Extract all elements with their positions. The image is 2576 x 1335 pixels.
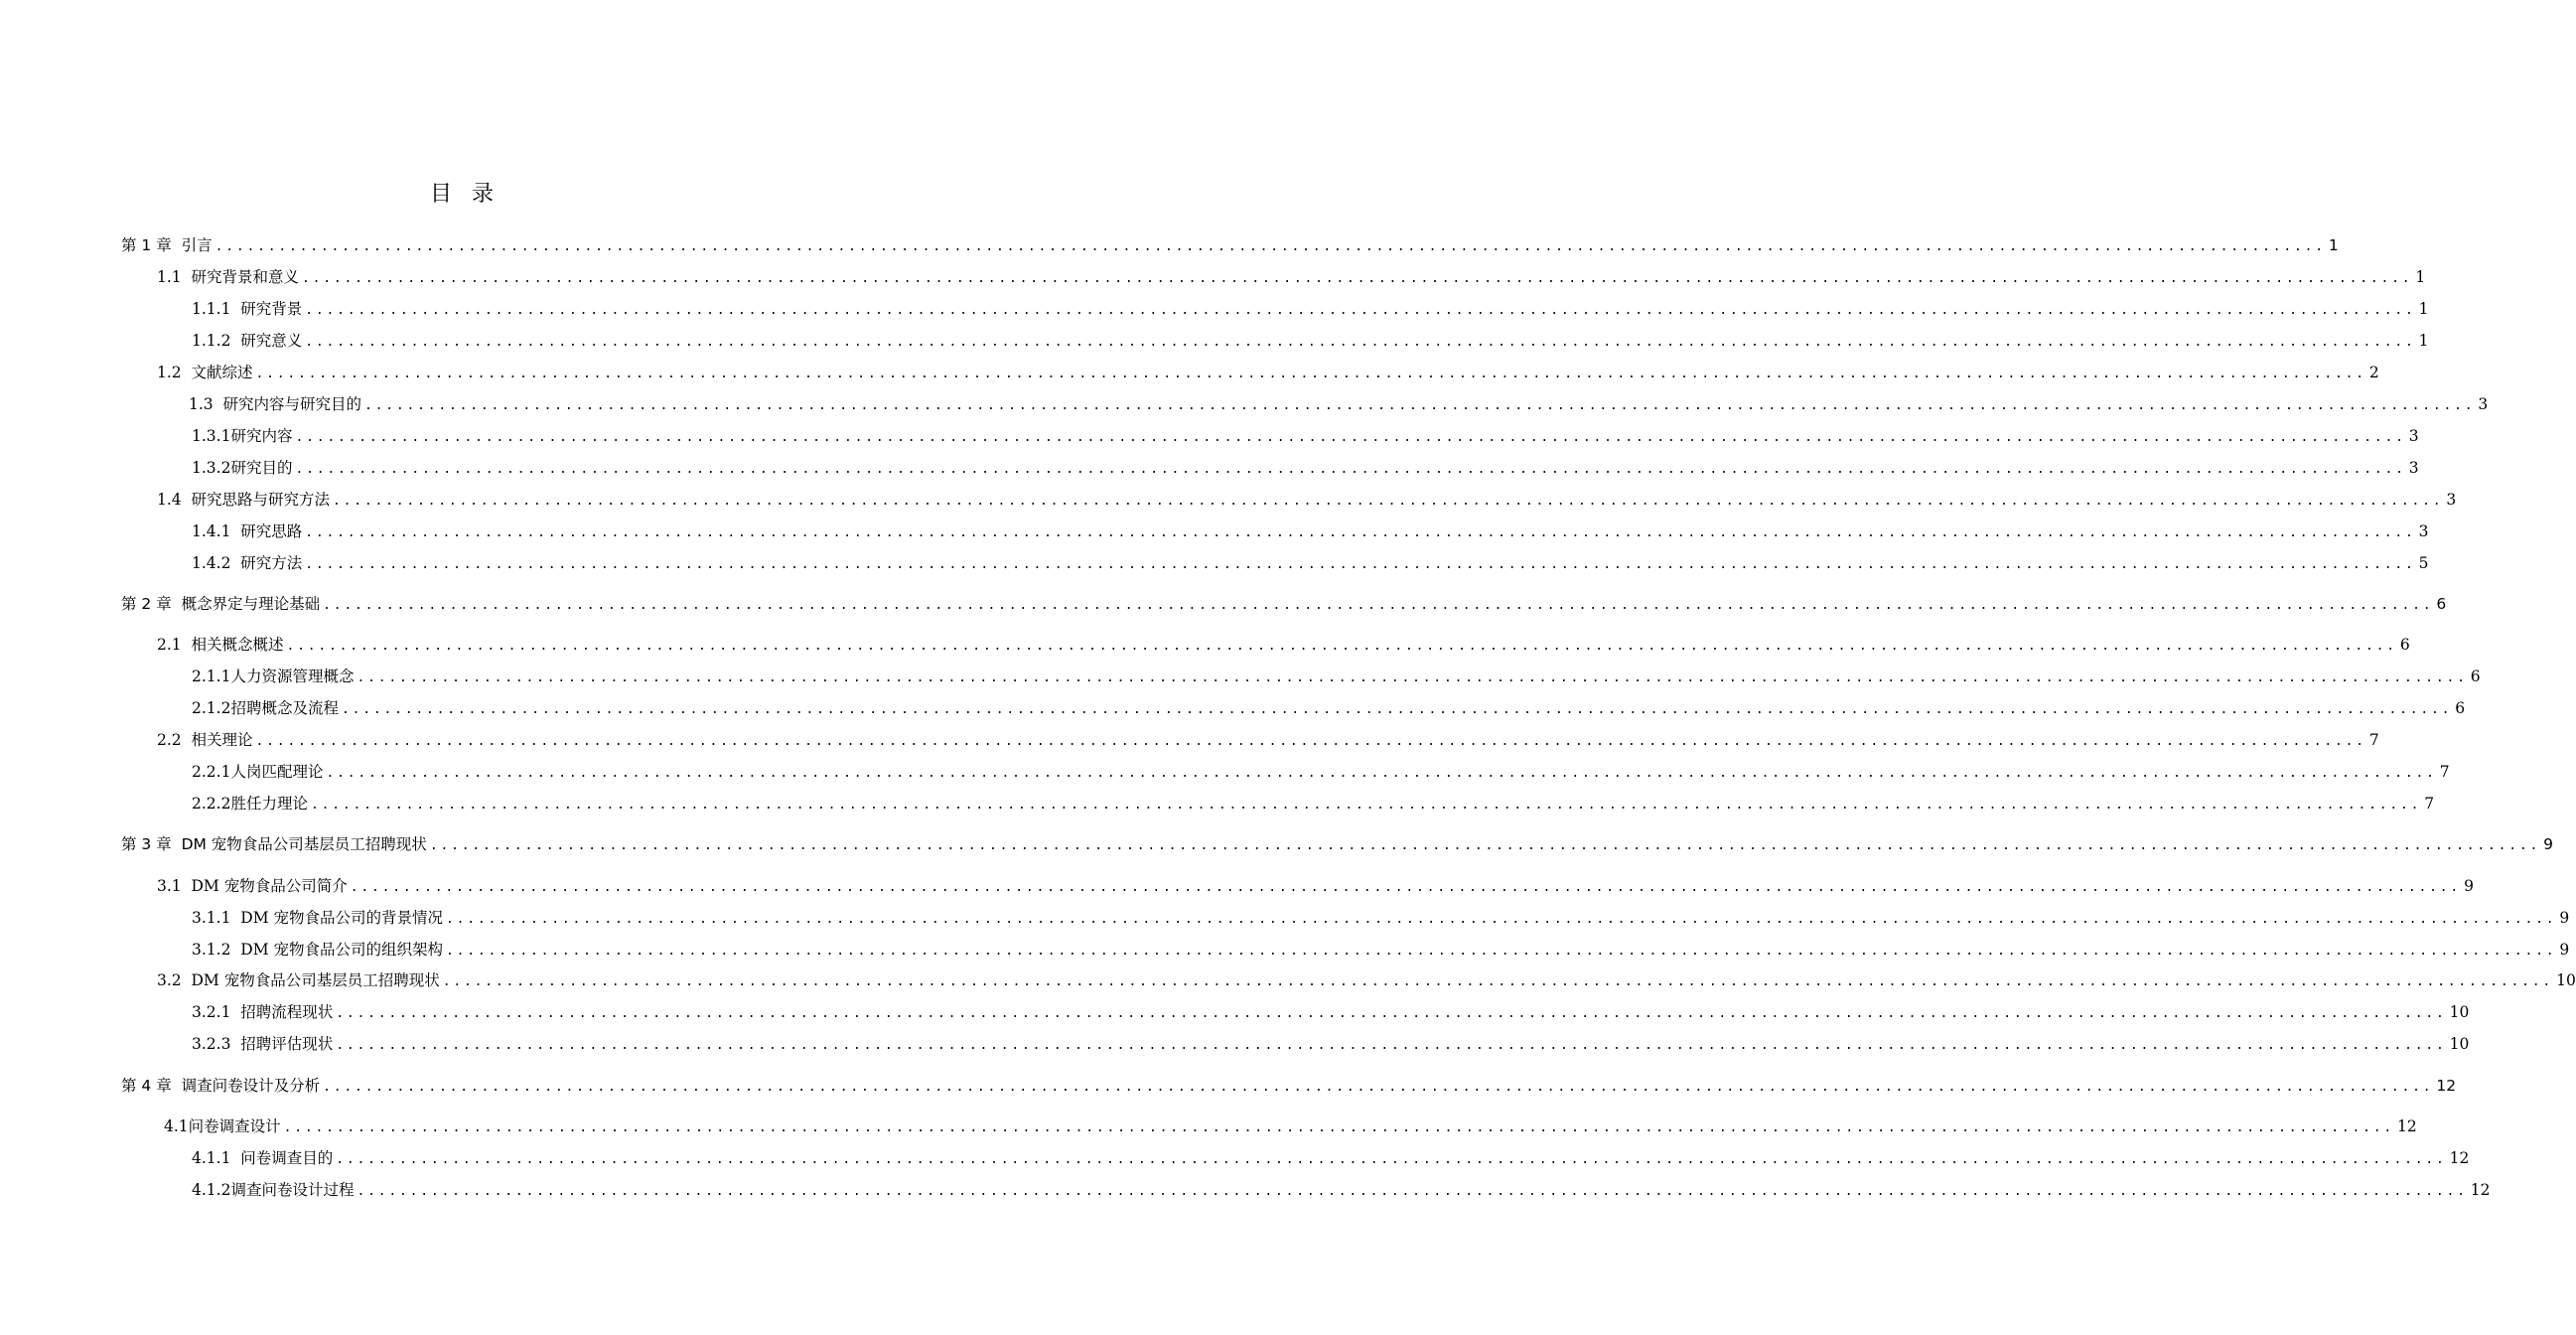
toc-page-number: 3 [2408, 459, 2419, 477]
toc-entry-label: 第 3 章 DM 宠物食品公司基层员工招聘现状 [121, 835, 427, 853]
dot-leader: ........................................................................................................................................................................................................ [333, 494, 2444, 509]
dot-leader: ........................................................................................................................................................................................................ [357, 1184, 2468, 1199]
toc-entry-label: 4.1.2调查问卷设计过程 [192, 1181, 355, 1199]
toc-page-number: 12 [2397, 1117, 2417, 1135]
dot-leader: ........................................................................................................................................................................................................ [336, 1152, 2447, 1167]
toc-page-number: 10 [2449, 1003, 2470, 1021]
toc-entry-label: 4.1问卷调查设计 [164, 1117, 281, 1135]
dot-leader: ........................................................................................................................................................................................................ [295, 430, 2406, 445]
toc-entry-label: 2.2.2胜任力理论 [192, 795, 308, 813]
toc-entry[interactable] [192, 1032, 2470, 1056]
toc-entry[interactable] [157, 874, 2474, 898]
toc-entry[interactable] [192, 551, 2429, 575]
dot-leader: ........................................................................................................................................................................................................ [286, 639, 2397, 654]
toc-chapter-entry[interactable] [121, 592, 2447, 616]
toc-entry-label: 第 2 章 概念界定与理论基础 [121, 595, 321, 613]
toc-entry-label: 1.3.1研究内容 [192, 427, 293, 445]
toc-entry[interactable] [192, 906, 2570, 930]
dot-leader: ........................................................................................................................................................................................................ [350, 880, 2462, 895]
toc-page-number: 3 [2478, 395, 2489, 413]
toc-entry-label: 2.1.2招聘概念及流程 [192, 699, 339, 717]
toc-page-number: 7 [2368, 731, 2379, 749]
toc-entry[interactable] [192, 1146, 2470, 1170]
toc-entry-label: 1.3.2研究目的 [192, 459, 293, 477]
toc-entry[interactable] [157, 488, 2457, 512]
dot-leader: ........................................................................................................................................................................................................ [341, 702, 2453, 717]
toc-entry[interactable] [192, 938, 2570, 962]
dot-leader: ........................................................................................................................................................................................................ [305, 335, 2416, 350]
dot-leader: ........................................................................................................................................................................................................ [446, 944, 2557, 959]
dot-leader: ........................................................................................................................................................................................................ [364, 398, 2476, 413]
toc-entry-label: 2.2 相关理论 [157, 731, 253, 749]
dot-leader: ........................................................................................................................................................................................................ [446, 912, 2557, 927]
toc-entry-label: 1.1.1 研究背景 [192, 300, 303, 318]
toc-entry-label: 2.2.1人岗匹配理论 [192, 763, 324, 781]
toc-entry[interactable] [157, 265, 2426, 289]
toc-entry[interactable] [192, 760, 2450, 784]
toc-entry[interactable] [189, 392, 2489, 416]
toc-entry-label: 3.1.1 DM 宠物食品公司的背景情况 [192, 909, 444, 927]
dot-leader: ........................................................................................................................................................................................................ [305, 525, 2416, 540]
dot-leader: ........................................................................................................................................................................................................ [336, 1038, 2447, 1053]
dot-leader: ........................................................................................................................................................................................................ [357, 670, 2468, 685]
toc-entry-label: 1.4.2 研究方法 [192, 554, 303, 572]
dot-leader: ........................................................................................................................................................................................................ [323, 1080, 2434, 1095]
toc-entry[interactable] [157, 361, 2379, 384]
dot-leader: ........................................................................................................................................................................................................ [305, 557, 2416, 572]
toc-entry-label: 1.1.2 研究意义 [192, 332, 303, 350]
toc-entry[interactable] [157, 728, 2379, 752]
dot-leader: ........................................................................................................................................................................................................ [310, 798, 2422, 813]
toc-page-number: 7 [2424, 795, 2435, 813]
toc-page-number: 3 [2408, 427, 2419, 445]
toc-entry-label: 1.1 研究背景和意义 [157, 268, 300, 286]
toc-page-number: 9 [2543, 835, 2554, 853]
toc-entry[interactable] [192, 424, 2419, 448]
toc-page-number: 6 [2399, 636, 2410, 654]
toc-page-number: 1 [2328, 236, 2339, 254]
toc-entry-label: 3.2.3 招聘评估现状 [192, 1035, 334, 1053]
toc-page-number: 9 [2559, 909, 2570, 927]
toc-entry[interactable] [192, 792, 2435, 816]
toc-page-number: 6 [2470, 668, 2481, 685]
toc-entry[interactable] [192, 696, 2466, 720]
toc-page-number: 9 [2464, 877, 2474, 895]
toc-page-number: 9 [2559, 941, 2570, 959]
toc-entry-label: 2.1.1人力资源管理概念 [192, 668, 355, 685]
toc-chapter-entry[interactable] [121, 832, 2554, 856]
toc-chapter-entry[interactable] [121, 1074, 2457, 1098]
dot-leader: ........................................................................................................................................................................................................ [429, 838, 2541, 853]
toc-page-number: 2 [2368, 364, 2379, 381]
toc-entry-label: 4.1.1 问卷调查目的 [192, 1149, 334, 1167]
dot-leader: ........................................................................................................................................................................................................ [215, 239, 2326, 254]
dot-leader: ........................................................................................................................................................................................................ [255, 367, 2366, 381]
toc-entry-label: 1.2 文献综述 [157, 364, 253, 381]
dot-leader: ........................................................................................................................................................................................................ [302, 271, 2413, 286]
toc-entry-label: 3.2.1 招聘流程现状 [192, 1003, 334, 1021]
toc-page-number: 10 [2449, 1035, 2470, 1053]
toc-entry[interactable] [164, 1114, 2417, 1138]
toc-page-number: 1 [2418, 300, 2429, 318]
toc-entry-label: 1.4.1 研究思路 [192, 522, 303, 540]
toc-page-number: 1 [2415, 268, 2426, 286]
toc-page-number: 3 [2418, 522, 2429, 540]
dot-leader: ........................................................................................................................................................................................................ [326, 766, 2437, 781]
toc-page-number: 6 [2455, 699, 2466, 717]
dot-leader: ........................................................................................................................................................................................................ [323, 598, 2434, 613]
toc-entry[interactable] [192, 1178, 2491, 1202]
toc-page-number: 5 [2418, 554, 2429, 572]
toc-entry-label: 3.2 DM 宠物食品公司基层员工招聘现状 [157, 971, 440, 989]
dot-leader: ........................................................................................................................................................................................................ [442, 974, 2554, 989]
toc-page-number: 12 [2470, 1181, 2491, 1199]
toc-entry[interactable] [157, 633, 2410, 657]
toc-entry-label: 3.1.2 DM 宠物食品公司的组织架构 [192, 941, 444, 959]
dot-leader: ........................................................................................................................................................................................................ [305, 303, 2416, 318]
toc-entry-label: 第 4 章 调查问卷设计及分析 [121, 1077, 321, 1095]
dot-leader: ........................................................................................................................................................................................................ [336, 1006, 2447, 1021]
toc-entry-label: 1.3 研究内容与研究目的 [189, 395, 362, 413]
toc-entry[interactable] [192, 665, 2481, 688]
toc-entry[interactable] [157, 968, 2576, 992]
toc-entry-label: 1.4 研究思路与研究方法 [157, 491, 331, 509]
toc-page-number: 3 [2446, 491, 2457, 509]
toc-entry[interactable] [192, 1000, 2470, 1024]
toc-page-number: 12 [2449, 1149, 2470, 1167]
toc-entry[interactable] [192, 519, 2429, 543]
toc-entry[interactable] [192, 297, 2429, 321]
dot-leader: ........................................................................................................................................................................................................ [255, 734, 2366, 749]
toc-page-number: 6 [2436, 595, 2447, 613]
toc-page-number: 12 [2436, 1077, 2457, 1095]
toc-entry-label: 2.1 相关概念概述 [157, 636, 284, 654]
toc-page-number: 1 [2418, 332, 2429, 350]
dot-leader: ........................................................................................................................................................................................................ [295, 462, 2406, 477]
toc-entry[interactable] [192, 456, 2419, 480]
page-title: 目录 [429, 182, 513, 207]
dot-leader: ........................................................................................................................................................................................................ [283, 1120, 2394, 1135]
toc-page-number: 10 [2556, 971, 2576, 989]
toc-entry-label: 第 1 章 引言 [121, 236, 213, 254]
toc-entry[interactable] [192, 329, 2429, 353]
toc-entry-label: 3.1 DM 宠物食品公司简介 [157, 877, 348, 895]
toc-chapter-entry[interactable] [121, 233, 2339, 257]
toc-page-number: 7 [2439, 763, 2450, 781]
